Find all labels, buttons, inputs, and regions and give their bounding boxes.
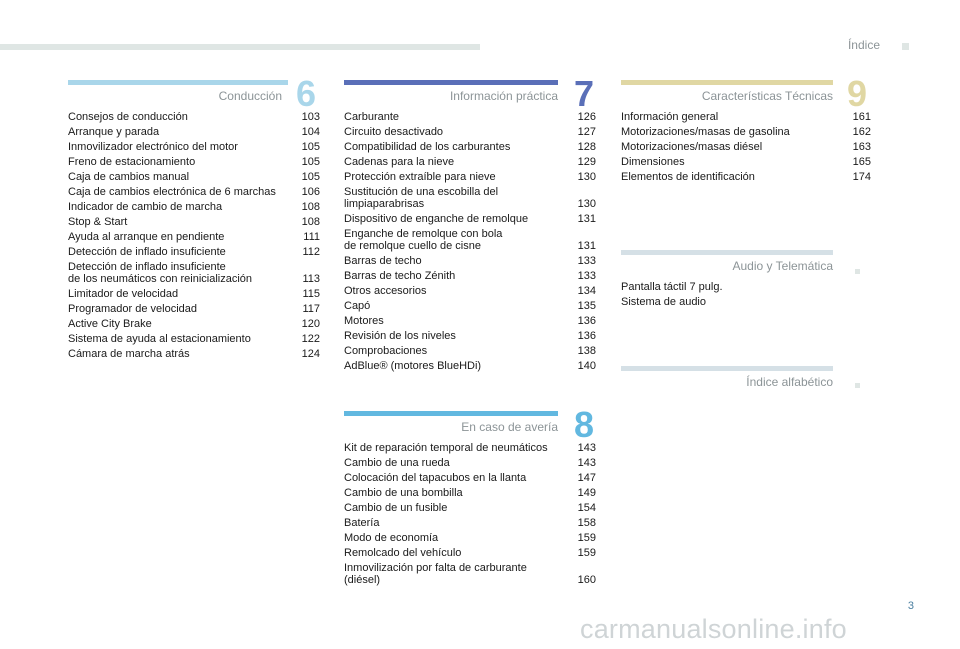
toc-entry[interactable]: [344, 111, 596, 123]
entry-title: Motorizaciones/masas diésel: [621, 141, 763, 153]
entry-list: [621, 281, 871, 311]
toc-entry[interactable]: [344, 255, 596, 267]
entry-page: 149: [577, 487, 596, 499]
entry-title: Modo de economía: [344, 532, 439, 544]
section-indice: [621, 366, 873, 398]
entry-title: Cambio de una rueda: [344, 457, 450, 469]
entry-title: Cambio de un fusible: [344, 502, 448, 514]
entry-page: 138: [577, 345, 596, 357]
entry-title: Caja de cambios manual: [68, 171, 190, 183]
toc-entry[interactable]: [68, 231, 320, 243]
section-header: [621, 366, 873, 398]
toc-entry[interactable]: [344, 547, 596, 559]
toc-entry[interactable]: [68, 186, 320, 198]
section-header: [621, 250, 873, 282]
entry-list: [344, 111, 596, 375]
toc-entry[interactable]: [344, 517, 596, 529]
entry-page: 108: [301, 216, 320, 228]
toc-entry[interactable]: [344, 330, 596, 342]
entry-title: Indicador de cambio de marcha: [68, 201, 223, 213]
entry-page: 162: [852, 126, 871, 138]
entry-title: Cadenas para la nieve: [344, 156, 455, 168]
entry-title: Otros accesorios: [344, 285, 427, 297]
corner-mark: [902, 43, 909, 50]
section-title: En caso de avería: [461, 420, 558, 434]
section-number: 8: [574, 404, 595, 445]
section-caracteristicas: [621, 73, 873, 183]
toc-entry[interactable]: [344, 171, 596, 183]
entry-title: Sustitución de una escobilla del limpiaparabrisas: [344, 186, 499, 210]
toc-entry[interactable]: [344, 213, 596, 225]
entry-page: 106: [301, 186, 320, 198]
toc-entry[interactable]: [344, 300, 596, 312]
entry-page: 108: [301, 201, 320, 213]
entry-page: 163: [852, 141, 871, 153]
entry-title: Caja de cambios electrónica de 6 marchas: [68, 186, 276, 198]
entry-page: 126: [577, 111, 596, 123]
section-number: 6: [296, 73, 317, 114]
section-title: Información práctica: [449, 89, 558, 103]
section-title: Audio y Telemática: [732, 259, 833, 273]
entry-title: Sistema de ayuda al estacionamiento: [68, 333, 251, 345]
entry-title: Elementos de identificación: [621, 171, 755, 183]
entry-page: 112: [302, 246, 320, 258]
entry-title: Motorizaciones/masas de gasolina: [621, 126, 790, 138]
entry-page: 143: [577, 442, 596, 454]
toc-entry[interactable]: [344, 345, 596, 357]
section-header: [68, 73, 320, 114]
entry-page: 143: [577, 457, 596, 469]
entry-page: 174: [852, 171, 871, 183]
entry-page: 160: [577, 574, 596, 586]
entry-title: Batería: [344, 517, 380, 529]
toc-entry[interactable]: [344, 156, 596, 168]
entry-title: Dimensiones: [621, 156, 685, 168]
entry-title: Active City Brake: [68, 318, 152, 330]
indice-marker-dot: [855, 383, 860, 388]
entry-title: Freno de estacionamiento: [68, 156, 196, 168]
top-decorative-bar: [0, 44, 480, 50]
toc-entry[interactable]: [344, 360, 596, 372]
entry-page: 140: [577, 360, 596, 372]
entry-title: Protección extraíble para nieve: [344, 171, 496, 183]
toc-entry[interactable]: [621, 111, 871, 123]
section-number: 9: [847, 73, 868, 114]
toc-entry[interactable]: [68, 216, 320, 228]
entry-page: 135: [577, 300, 596, 312]
toc-entry[interactable]: [344, 186, 596, 210]
entry-title: Inmovilización por falta de carburante (diésel): [344, 562, 527, 586]
entry-page: 133: [577, 255, 596, 267]
entry-page: 129: [577, 156, 596, 168]
entry-title: Cámara de marcha atrás: [68, 348, 190, 360]
toc-entry[interactable]: [68, 111, 320, 123]
section-informacion: [344, 73, 596, 372]
section-header: [621, 73, 873, 114]
section-header: [344, 73, 596, 114]
toc-entry[interactable]: [344, 315, 596, 327]
entry-title: Motores: [344, 315, 384, 327]
entry-title: Limitador de velocidad: [68, 288, 179, 300]
toc-entry[interactable]: [621, 126, 871, 138]
entry-page: 134: [577, 285, 596, 297]
entry-page: 105: [301, 141, 320, 153]
entry-page: 128: [577, 141, 596, 153]
toc-entry[interactable]: [68, 156, 320, 168]
entry-title: Barras de techo Zénith: [344, 270, 456, 282]
toc-entry[interactable]: [68, 318, 320, 330]
toc-entry[interactable]: [68, 171, 320, 183]
entry-page: 117: [302, 303, 320, 315]
entry-title: Carburante: [344, 111, 400, 123]
entry-page: 131: [577, 213, 596, 225]
toc-entry[interactable]: [344, 228, 596, 252]
entry-page: 130: [577, 198, 596, 210]
entry-list: [344, 442, 596, 589]
entry-page: 158: [577, 517, 596, 529]
section-title: Características Técnicas: [701, 89, 833, 103]
entry-title: Capó: [344, 300, 371, 312]
entry-title: Enganche de remolque con bola de remolque cuello de cisne: [344, 228, 503, 252]
entry-title: Arranque y parada: [68, 126, 160, 138]
toc-entry[interactable]: [68, 141, 320, 153]
entry-page: 111: [303, 231, 320, 243]
entry-page: 104: [301, 126, 320, 138]
toc-entry[interactable]: [621, 171, 871, 183]
entry-page: 122: [301, 333, 320, 345]
watermark: carmanualsonline.info: [580, 614, 847, 644]
toc-entry[interactable]: [344, 502, 596, 514]
toc-entry[interactable]: [344, 487, 596, 499]
entry-page: 127: [577, 126, 596, 138]
section-color-bar: [621, 366, 833, 371]
entry-page: 113: [302, 273, 320, 285]
toc-entry[interactable]: [68, 333, 320, 345]
section-color-bar: [621, 250, 833, 255]
toc-entry[interactable]: [68, 126, 320, 138]
section-color-bar: [621, 80, 833, 85]
entry-title: Remolcado del vehículo: [344, 547, 462, 559]
section-audio: [621, 250, 873, 308]
toc-entry[interactable]: [68, 261, 320, 285]
entry-title: Kit de reparación temporal de neumáticos: [344, 442, 548, 454]
entry-page: 105: [301, 156, 320, 168]
entry-page: 103: [301, 111, 320, 123]
entry-page: 133: [577, 270, 596, 282]
toc-entry[interactable]: [344, 442, 596, 454]
entry-page: 136: [577, 330, 596, 342]
entry-page: 124: [301, 348, 320, 360]
entry-title: Circuito desactivado: [344, 126, 444, 138]
toc-entry[interactable]: [68, 201, 320, 213]
entry-title: Barras de techo: [344, 255, 422, 267]
entry-title: Detección de inflado insuficiente de los neumáticos con reinicialización: [68, 261, 253, 285]
toc-entry[interactable]: [621, 296, 871, 308]
entry-title: Pantalla táctil 7 pulg.: [621, 281, 723, 293]
entry-page: 161: [852, 111, 871, 123]
section-color-bar: [68, 80, 288, 85]
entry-page: 130: [577, 171, 596, 183]
entry-page: 147: [577, 472, 596, 484]
entry-title: Colocación del tapacubos en la llanta: [344, 472, 527, 484]
running-title: Índice: [847, 38, 880, 52]
entry-page: 159: [577, 532, 596, 544]
section-number: 7: [574, 73, 595, 114]
entry-page: 165: [852, 156, 871, 168]
section-color-bar: [344, 411, 558, 416]
toc-entry[interactable]: [621, 141, 871, 153]
entry-title: Inmovilizador electrónico del motor: [68, 141, 238, 153]
toc-entry[interactable]: [344, 141, 596, 153]
entry-page: 115: [302, 288, 320, 300]
toc-entry[interactable]: [68, 303, 320, 315]
entry-title: Dispositivo de enganche de remolque: [344, 213, 529, 225]
entry-title: Stop & Start: [68, 216, 128, 228]
entry-title: Comprobaciones: [344, 345, 428, 357]
entry-title: Sistema de audio: [621, 296, 706, 308]
entry-list: [621, 111, 871, 186]
section-title: Índice alfabético: [746, 375, 833, 389]
section-averia: [344, 404, 596, 586]
toc-entry[interactable]: [344, 126, 596, 138]
section-color-bar: [344, 80, 558, 85]
entry-title: Detección de inflado insuficiente: [68, 246, 226, 258]
entry-list: [68, 111, 320, 363]
toc-entry[interactable]: [68, 348, 320, 360]
toc-entry[interactable]: [344, 532, 596, 544]
toc-entry[interactable]: [344, 285, 596, 297]
entry-page: 159: [577, 547, 596, 559]
toc-entry[interactable]: [68, 288, 320, 300]
entry-title: Ayuda al arranque en pendiente: [68, 231, 225, 243]
entry-title: Revisión de los niveles: [344, 330, 456, 342]
entry-page: 136: [577, 315, 596, 327]
toc-entry[interactable]: [68, 246, 320, 258]
section-title: Conducción: [218, 89, 282, 103]
entry-page: 120: [301, 318, 320, 330]
entry-title: Cambio de una bombilla: [344, 487, 463, 499]
toc-entry[interactable]: [344, 270, 596, 282]
entry-title: Programador de velocidad: [68, 303, 198, 315]
entry-page: 105: [301, 171, 320, 183]
entry-page: 154: [577, 502, 596, 514]
entry-title: AdBlue® (motores BlueHDi): [344, 360, 482, 372]
page-number: 3: [907, 600, 914, 612]
entry-title: Compatibilidad de los carburantes: [344, 141, 511, 153]
toc-entry[interactable]: [344, 472, 596, 484]
entry-title: Consejos de conducción: [68, 111, 188, 123]
toc-entry[interactable]: [621, 156, 871, 168]
entry-page: 131: [577, 240, 596, 252]
audio-marker-dot: [855, 269, 860, 274]
toc-entry[interactable]: [344, 562, 596, 586]
toc-entry[interactable]: [621, 281, 871, 293]
section-conduccion: [68, 73, 320, 360]
toc-entry[interactable]: [344, 457, 596, 469]
entry-title: Información general: [621, 111, 719, 123]
section-header: [344, 404, 596, 445]
